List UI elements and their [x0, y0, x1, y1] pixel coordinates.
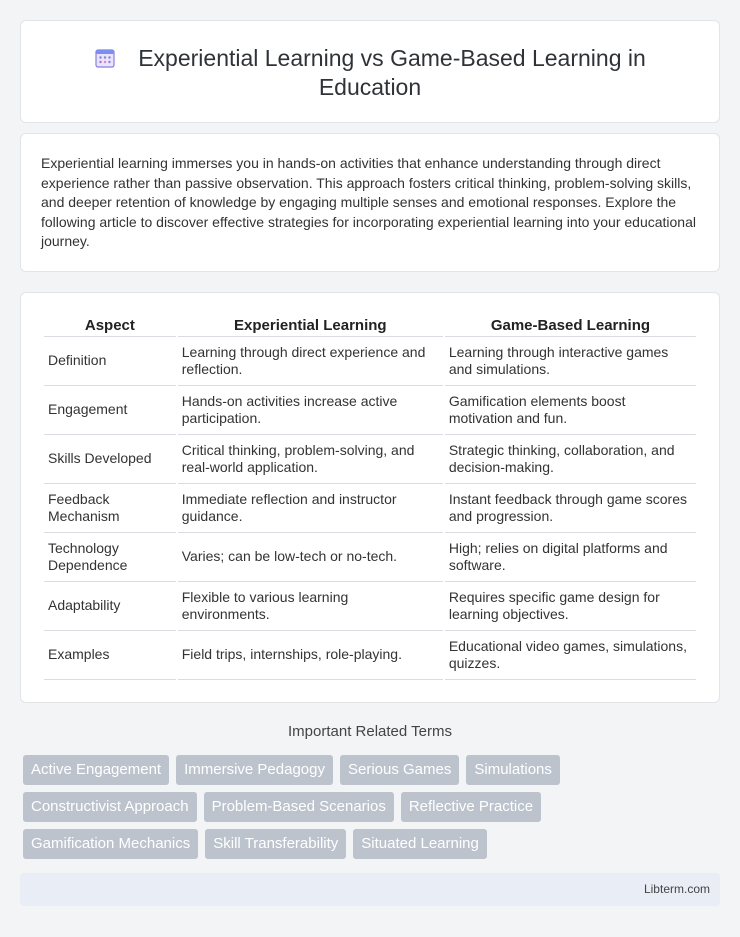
footer: [20, 873, 720, 906]
table-header-row: [44, 315, 696, 337]
tag-problem-based-scenarios[interactable]: Problem-Based Scenarios: [204, 792, 394, 822]
row-aspect: Adaptability: [44, 582, 176, 631]
table-row: [44, 435, 696, 484]
row-experiential: Learning through direct experience and reflection.: [178, 337, 443, 386]
row-aspect: Technology Dependence: [44, 533, 176, 582]
row-game-based: Educational video games, simulations, quizzes.: [445, 631, 696, 680]
footer-brand[interactable]: Libterm.com: [643, 882, 710, 896]
tag-constructivist-approach[interactable]: Constructivist Approach: [23, 792, 197, 822]
row-experiential: Field trips, internships, role-playing.: [178, 631, 443, 680]
table-row: [44, 386, 696, 435]
row-game-based: High; relies on digital platforms and software.: [445, 533, 696, 582]
row-experiential: Critical thinking, problem-solving, and real-world application.: [178, 435, 443, 484]
intro-card: [20, 133, 720, 272]
tag-serious-games[interactable]: Serious Games: [340, 755, 459, 785]
row-game-based: Strategic thinking, collaboration, and decision-making.: [445, 435, 696, 484]
row-aspect: Feedback Mechanism: [44, 484, 176, 533]
related-terms-list: [23, 755, 723, 859]
comparison-table: [42, 315, 698, 680]
calendar-grid-icon: [94, 47, 116, 69]
header-game-based: Game-Based Learning: [445, 315, 696, 337]
row-experiential: Flexible to various learning environments.: [178, 582, 443, 631]
table-row: [44, 337, 696, 386]
table-row: [44, 582, 696, 631]
intro-paragraph: Experiential learning immerses you in hands-on activities that enhance understanding through direct experience rather than passive observation. This approach fosters critical thinking, problem-solving skills, and deeper retention of knowledge by engaging multiple senses and emotional responses. Explore the following article to discover effective strategies for incorporating experiential learning into your educational journey.: [41, 155, 696, 250]
tag-skill-transferability[interactable]: Skill Transferability: [205, 829, 346, 859]
row-game-based: Gamification elements boost motivation and fun.: [445, 386, 696, 435]
row-experiential: Immediate reflection and instructor guidance.: [178, 484, 443, 533]
page-title-text: Experiential Learning vs Game-Based Learning in Education: [138, 45, 646, 100]
row-game-based: Learning through interactive games and simulations.: [445, 337, 696, 386]
row-aspect: Examples: [44, 631, 176, 680]
title-card: [20, 20, 720, 123]
related-terms-heading: Important Related Terms: [288, 723, 452, 740]
row-experiential: Varies; can be low-tech or no-tech.: [178, 533, 443, 582]
comparison-table-card: [20, 292, 720, 703]
row-experiential: Hands-on activities increase active participation.: [178, 386, 443, 435]
table-row: [44, 533, 696, 582]
tag-simulations[interactable]: Simulations: [466, 755, 560, 785]
header-experiential: Experiential Learning: [178, 315, 443, 337]
page-title: [81, 44, 659, 102]
row-aspect: Definition: [44, 337, 176, 386]
row-game-based: Requires specific game design for learning objectives.: [445, 582, 696, 631]
tag-situated-learning[interactable]: Situated Learning: [353, 829, 487, 859]
row-aspect: Engagement: [44, 386, 176, 435]
tag-immersive-pedagogy[interactable]: Immersive Pedagogy: [176, 755, 333, 785]
row-aspect: Skills Developed: [44, 435, 176, 484]
row-game-based: Instant feedback through game scores and progression.: [445, 484, 696, 533]
tag-gamification-mechanics[interactable]: Gamification Mechanics: [23, 829, 198, 859]
header-aspect: Aspect: [44, 315, 176, 337]
table-row: [44, 631, 696, 680]
table-row: [44, 484, 696, 533]
tag-reflective-practice[interactable]: Reflective Practice: [401, 792, 541, 822]
tag-active-engagement[interactable]: Active Engagement: [23, 755, 169, 785]
